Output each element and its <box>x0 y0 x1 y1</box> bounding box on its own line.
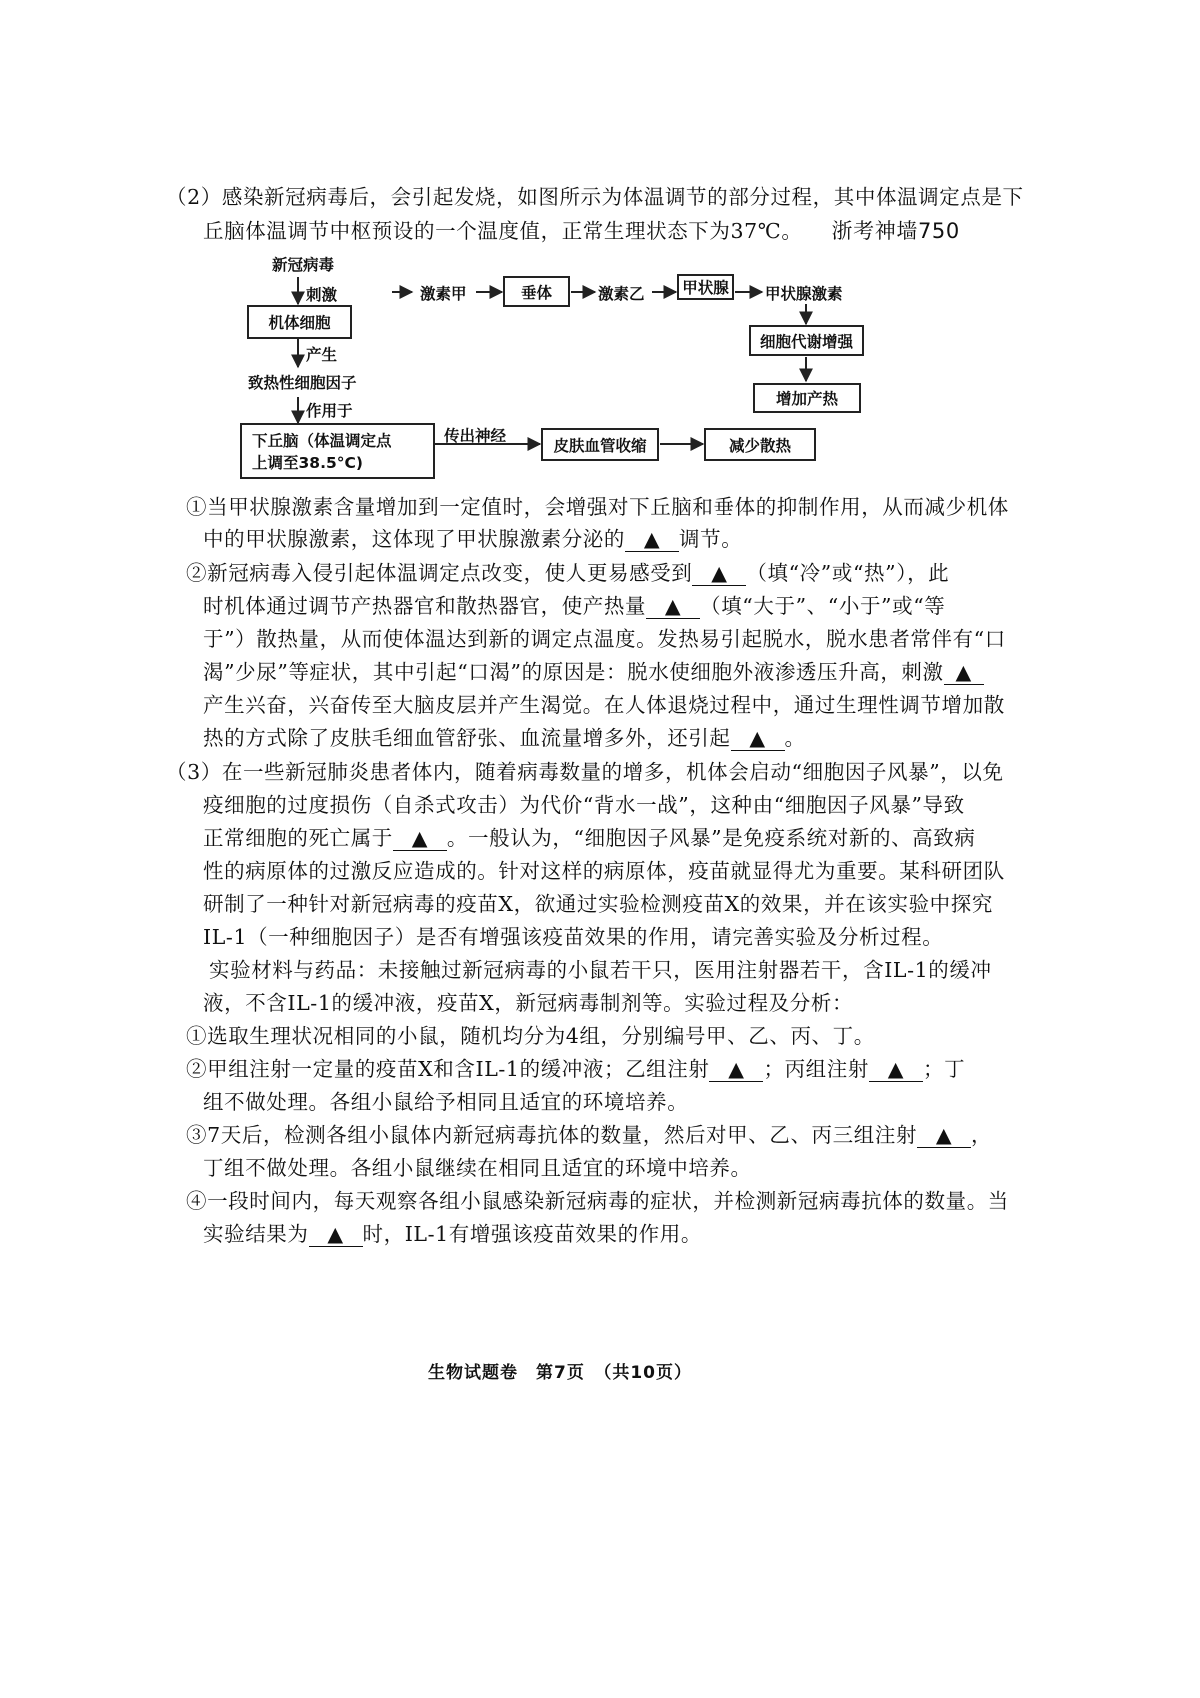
box-heat-production: 增加产热 <box>753 383 861 413</box>
q3-step-2b: 组不做处理。各组小鼠给予相同且适宜的环境培养。 <box>203 1090 689 1114</box>
q3-line-h: 液，不含IL-1的缓冲液，疫苗X，新冠病毒制剂等。实验过程及分析： <box>203 991 854 1015</box>
sub2-line-f <box>203 723 806 753</box>
box-reduce-heat: 减少散热 <box>704 428 816 461</box>
sub2-line-b <box>203 591 945 621</box>
q3-step-4b-end: 时，IL-1有增强该疫苗效果的作用。 <box>362 1222 702 1246</box>
q3-line-g: 实验材料与药品：未接触过新冠病毒的小鼠若干只，医用注射器若干，含IL-1的缓冲 <box>209 958 992 982</box>
answer-blank: ▲ <box>625 527 679 552</box>
sub2-text-b: 时机体通过调节产热器官和散热器官，使产热量 <box>203 594 647 618</box>
box-thyroid: 甲状腺 <box>677 274 734 300</box>
label-produce: 产生 <box>306 346 338 364</box>
answer-blank: ▲ <box>692 561 746 586</box>
box-metabolism: 细胞代谢增强 <box>749 325 864 356</box>
hypothalamus-line-2: 上调至38.5°C) <box>252 454 363 472</box>
answer-blank: ▲ <box>917 1123 971 1148</box>
q3-step-2-mid: ；丙组注射 <box>763 1057 869 1081</box>
sub1-text-end: 调节。 <box>679 527 743 551</box>
answer-blank: ▲ <box>731 726 785 751</box>
box-body-cells: 机体细胞 <box>247 305 352 339</box>
sub2-text-f-end: 。 <box>784 726 806 750</box>
sub2-text-a-end: （填“冷”或“热”），此 <box>746 561 950 585</box>
q3-step-2 <box>186 1054 965 1084</box>
q3-line-a: （3）在一些新冠肺炎患者体内，随着病毒数量的增多，机体会启动“细胞因子风暴”，以免 <box>166 760 1004 784</box>
q3-step-4b <box>203 1219 702 1249</box>
label-act-on: 作用于 <box>306 402 353 420</box>
box-hypothalamus <box>240 423 435 479</box>
sub2-line-e: 产生兴奋，兴奋传至大脑皮层并产生渴觉。在人体退烧过程中，通过生理性调节增加散 <box>203 693 1005 717</box>
label-stimulate: 刺激 <box>306 286 338 304</box>
q3-text-c-end: 。一般认为，“细胞因子风暴”是免疫系统对新的、高致病 <box>446 826 976 850</box>
answer-blank: ▲ <box>944 660 984 685</box>
q3-step-4b-text: 实验结果为 <box>203 1222 309 1246</box>
q3-step-3-text: ③7天后，检测各组小鼠体内新冠病毒抗体的数量，然后对甲、乙、丙三组注射 <box>186 1123 918 1147</box>
watermark: 浙考神墙750 <box>831 219 960 243</box>
answer-blank: ▲ <box>869 1057 923 1082</box>
q2-line-1: （2）感染新冠病毒后，会引起发烧，如图所示为体温调节的部分过程，其中体温调定点是下 <box>166 185 1024 209</box>
q2-line-2-text: 丘脑体温调节中枢预设的一个温度值，正常生理状态下为37℃。 <box>203 219 803 243</box>
answer-blank: ▲ <box>393 826 447 851</box>
q3-line-f: IL-1（一种细胞因子）是否有增强该疫苗效果的作用，请完善实验及分析过程。 <box>203 925 944 949</box>
sub2-line-d <box>203 657 984 687</box>
sub1-text: 中的甲状腺激素，这体现了甲状腺激素分泌的 <box>203 527 625 551</box>
sub2-line-a <box>186 558 949 588</box>
label-hormone-a: 激素甲 <box>420 285 467 303</box>
sub2-text-a: ②新冠病毒入侵引起体温调定点改变，使人更易感受到 <box>186 561 693 585</box>
sub2-text-f: 热的方式除了皮肤毛细血管舒张、血流量增多外，还引起 <box>203 726 731 750</box>
page-footer: 生物试题卷 第7页 （共10页） <box>428 1363 692 1383</box>
sub2-line-c: 于”）散热量，从而使体温达到新的调定点温度。发热易引起脱水，脱水患者常伴有“口 <box>203 627 1006 651</box>
q3-line-e: 研制了一种针对新冠病毒的疫苗X，欲通过实验检测疫苗X的效果，并在该实验中探究 <box>203 892 993 916</box>
box-skin-vessel: 皮肤血管收缩 <box>541 428 659 461</box>
q3-step-2-text: ②甲组注射一定量的疫苗X和含IL-1的缓冲液；乙组注射 <box>186 1057 710 1081</box>
label-efferent: 传出神经 <box>444 427 507 445</box>
sub1-line-b <box>203 524 742 554</box>
label-cytokine: 致热性细胞因子 <box>248 374 357 392</box>
q3-step-3 <box>186 1120 992 1150</box>
answer-blank: ▲ <box>646 594 700 619</box>
label-virus: 新冠病毒 <box>272 256 335 274</box>
box-pituitary: 垂体 <box>503 276 570 307</box>
q3-line-b: 疫细胞的过度损伤（自杀式攻击）为代价“背水一战”，这种由“细胞因子风暴”导致 <box>203 793 965 817</box>
sub1-line-a: ①当甲状腺激素含量增加到一定值时，会增强对下丘脑和垂体的抑制作用，从而减少机体 <box>186 495 1009 519</box>
q3-step-3b: 丁组不做处理。各组小鼠继续在相同且适宜的环境中培养。 <box>203 1156 752 1180</box>
q3-step-4: ④一段时间内，每天观察各组小鼠感染新冠病毒的症状，并检测新冠病毒抗体的数量。当 <box>186 1189 1009 1213</box>
q3-text-c: 正常细胞的死亡属于 <box>203 826 393 850</box>
q3-step-3-end: ， <box>971 1123 993 1147</box>
sub2-text-d: 渴”少尿”等症状，其中引起“口渴”的原因是：脱水使细胞外液渗透压升高，刺激 <box>203 660 944 684</box>
answer-blank: ▲ <box>709 1057 763 1082</box>
q3-line-c <box>203 823 975 853</box>
q3-step-1: ①选取生理状况相同的小鼠，随机均分为4组，分别编号甲、乙、丙、丁。 <box>186 1024 875 1048</box>
hypothalamus-line-1: 下丘脑（体温调定点 <box>252 432 392 450</box>
q3-line-d: 性的病原体的过激反应造成的。针对这样的病原体，疫苗就显得尤为重要。某科研团队 <box>203 859 1005 883</box>
label-thyroxine: 甲状腺激素 <box>765 285 843 303</box>
sub2-text-b-end: （填“大于”、“小于”或“等 <box>700 594 946 618</box>
label-hormone-b: 激素乙 <box>598 285 645 303</box>
answer-blank: ▲ <box>309 1222 363 1247</box>
q3-step-2-end: ；丁 <box>922 1057 966 1081</box>
